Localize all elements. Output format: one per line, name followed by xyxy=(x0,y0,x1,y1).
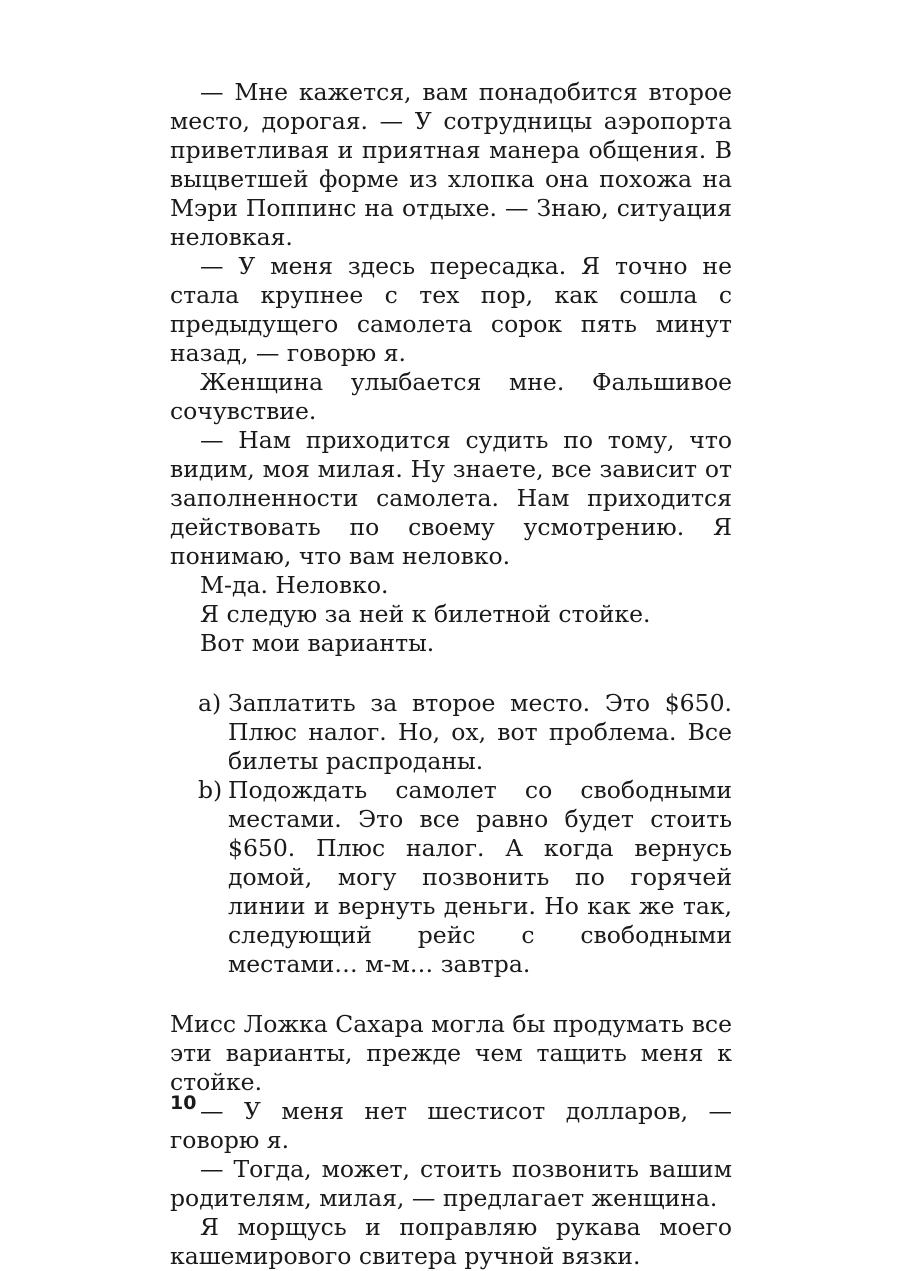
paragraph: Я морщусь и поправляю рукава моего кашемирового свитера ручной вязки. xyxy=(170,1213,732,1270)
paragraph: — У меня здесь пересадка. Я точно не стала крупнее с тех пор, как сошла с предыдущего самолета сорок пять минут назад, — говорю я. xyxy=(170,252,732,367)
paragraph: М-да. Неловко. xyxy=(200,571,389,599)
spacer xyxy=(170,979,732,1010)
list-item-text: Заплатить за второе место. Это $650. Плюс налог. Но, ох, вот проблема. Все билеты распроданы. xyxy=(228,689,732,775)
list-marker: a) xyxy=(198,689,222,717)
list-item-text: Подождать самолет со свободными местами. Это все равно будет стоить $650. Плюс налог. А когда вернусь домой, могу позвонить по горячей линии и вернуть деньги. Но как же так, следующий рейс с свободными местами… м-м… завтра. xyxy=(228,776,732,978)
spacer xyxy=(170,658,732,689)
list-item xyxy=(170,689,732,776)
paragraph: — Тогда, может, стоить позвонить вашим родителям, милая, — предлагает женщина. xyxy=(170,1155,732,1212)
paragraph: — Мне кажется, вам понадобится второе место, дорогая. — У сотрудницы аэропорта приветливая и приятная манера общения. В выцветшей форме из хлопка она похожа на Мэри Поппинс на отдыхе. — Знаю, ситуация неловкая. xyxy=(170,78,732,251)
paragraph: Мисс Ложка Сахара могла бы продумать все эти варианты, прежде чем тащить меня к стойке. xyxy=(170,1010,732,1096)
paragraph: — Нам приходится судить по тому, что видим, моя милая. Ну знаете, все зависит от заполненности самолета. Нам приходится действовать по своему усмотрению. Я понимаю, что вам неловко. xyxy=(170,426,732,570)
list-marker: b) xyxy=(198,776,223,804)
paragraph: Женщина улыбается мне. Фальшивое сочувствие. xyxy=(170,368,732,425)
list-item xyxy=(170,776,732,979)
page-number: 10 xyxy=(170,1092,197,1114)
book-page xyxy=(170,78,732,1271)
options-list xyxy=(170,689,732,979)
paragraph: Вот мои варианты. xyxy=(200,629,435,657)
paragraph: Я следую за ней к билетной стойке. xyxy=(200,600,651,628)
paragraph: — У меня нет шестисот долларов, — говорю я. xyxy=(170,1097,732,1154)
